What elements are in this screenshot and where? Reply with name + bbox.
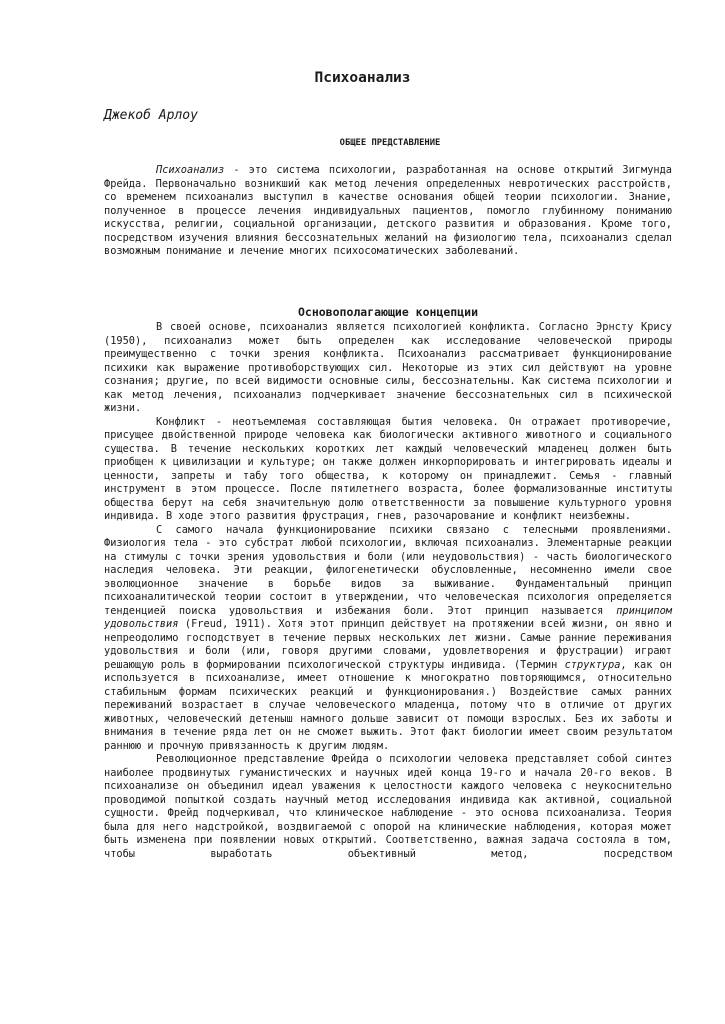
intro-text: - это система психологии, разработанная на основе открытий Зигмунда Фрейда. Первоначально возникший как метод лечения определенных невротических расстройств, со временем психоанализ выступил в качестве основания общей теории психологии. Знание, полученное в процессе лечения индивидуальных пациентов, помогло глубинному пониманию искусства, религии, социальной организации, детского развития и образования. Кроме того, посредством изучения влияния бессознательных желаний на физиологию тела, психоанализ сделал возможным понимание и лечение многих психосоматических заболеваний. [104,164,672,257]
overview-heading: ОБЩЕЕ ПРЕДСТАВЛЕНИЕ [339,138,441,148]
paragraph-2: Конфликт - неотъемлемая составляющая бытия человека. Он отражает противоречие, присущее двойственной природе человека как биологически активного животного и социального существа. В течение нескольких коротких лет каждый человеческий младенец должен быть приобщен к цивилизации и культуре; он также должен инкорпорировать и интегрировать идеалы и ценности, запреты и табу того общества, к которому он принадлежит. Семья - главный инструмент в этом процессе. После пятилетнего возраста, более формализованные институты общества берут на себя значительную долю ответственности за повышение культурного уровня индивида. В ходе этого развития фрустрация, гнев, разочарование и конфликт неизбежны. [104,415,672,522]
structure-term: структура [564,658,621,671]
paragraph-3 [104,524,672,754]
paragraph-3-part-1: С самого начала функционирование психики связано с телесными проявлениями. Физиология тела - это субстрат любой психологии, включая психоанализ. Элементарные реакции на стимулы с точки зрения удовольствия и боли (или неудовольствия) - часть биологического наследия человека. Эти реакции, филогенетически обусловленные, несомненно имели свое эволюционное значение в борьбе видов за выживание. Фундаментальный принцип психоаналитической теории состоит в утверждении, что человеческая психология определяется тенденцией поиска удовольствия и избежания боли. Этот принцип называется [104,523,672,617]
paragraph-3-part-3: , как он используется в психоанализе, имеет отношение к многократно повторяющимся, относительно стабильным формам психических реакций и функционирования.) Воздействие самых ранних переживаний возрастает в случае человеческого младенца, потому что в отличие от других животных, человеческий детеныш намного дольше зависит от помощи взрослых. Без их заботы и внимания в течение ряда лет он не сможет выжить. Этот факт биологии имеет своим результатом раннюю и прочную привязанность к другим людям. [104,658,672,752]
document-title: Психоанализ [314,70,411,86]
paragraph-3-part-2: (Freud, 1911). Хотя этот принцип действует на протяжении всей жизни, он явно и непреодолимо господствует в течение первых нескольких лет жизни. Самые ранние переживания удовольствия и боли (или, говоря другими словами, удовлетворения и фрустрации) играют решающую роль в формировании психологической структуры индивида. (Термин [104,618,672,671]
paragraph-4: Революционное представление Фрейда о психологии человека представляет собой синтез наиболее продвинутых гуманистических и научных идей конца 19-го и начала 20-го веков. В психоанализе он объединил идеал уважения к целостности каждого человека с неукоснительно проводимой попыткой создать научный метод исследования индивида как активной, социальной сущности. Фрейд подчеркивал, что клиническое наблюдение - это основа психоанализа. Теория была для него надстройкой, воздвигаемой с опорой на клинические наблюдения, которая может быть изменена при появлении новых открытий. Соответственно, важная задача состояла в том, чтобы выработать объективный метод, посредством [104,753,672,860]
pleasure-principle-term: принципом удовольствия [104,604,672,630]
intro-term: Психоанализ [156,164,225,176]
intro-block [104,164,672,259]
section-heading: Основополагающие концепции [297,305,478,319]
intro-paragraph [104,164,672,259]
author-name: Джекоб Арлоу [104,108,198,123]
paragraph-1: В своей основе, психоанализ является психологией конфликта. Согласно Эрнсту Крису (1950), психоанализ может быть определен как исследование человеческой природы преимущественно с точки зрения конфликта. Психоанализ рассматривает функционирование психики как выражение противоборствующих сил. Некоторые из этих сил действуют на уровне сознания; другие, по всей видимости основные силы, бессознательны. Как система психологии и как метод лечения, психоанализ подчеркивает значение бессознательных сил в психической жизни. [104,321,672,414]
body-block [104,321,672,861]
